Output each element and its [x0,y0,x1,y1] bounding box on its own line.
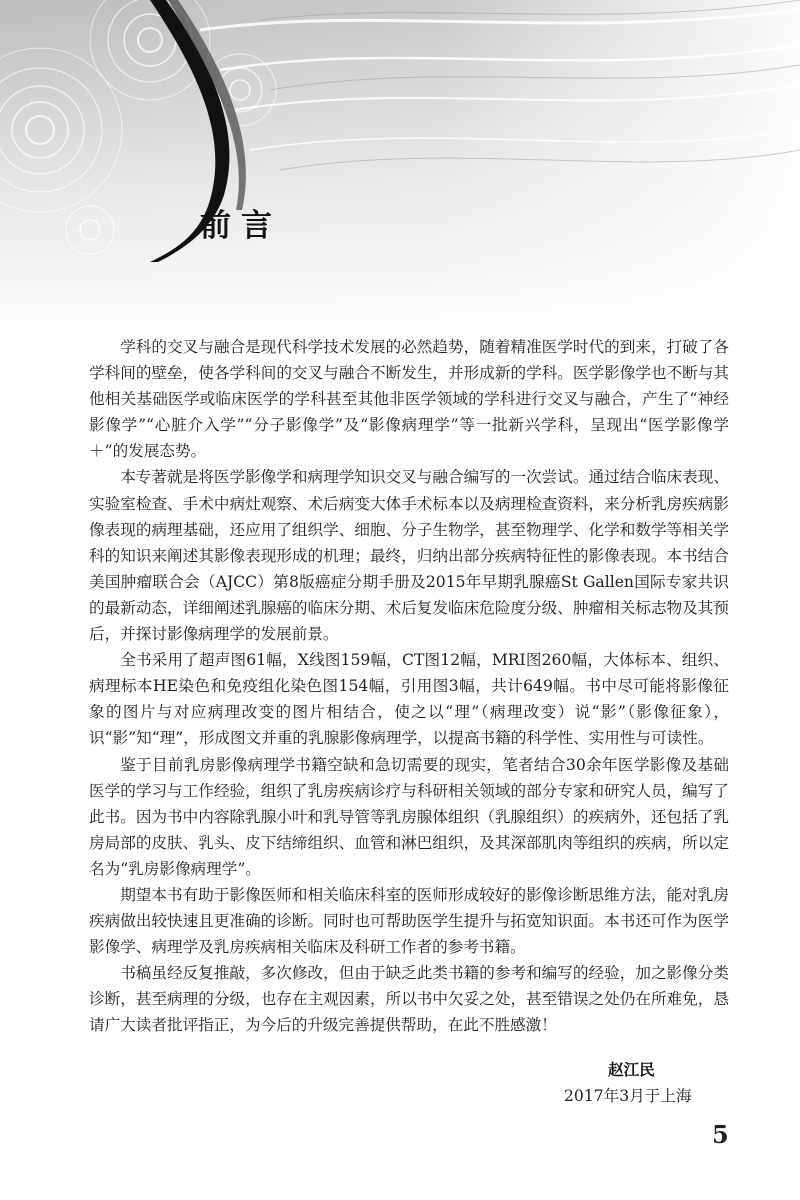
page-number: 5 [712,1120,729,1149]
paragraph: 全书采用了超声图61幅，X线图159幅，CT图12幅，MRI图260幅，大体标本、组织、病理标本HE染色和免疫组化染色图154幅，引用图3幅，共计649幅。书中尽可能将影像征象的图片与对应病理改变的图片相结合，使之以“理”（病理改变）说“影”（影像征象），识“影”知“理”，形成图文并重的乳腺影像病理学，以提高书籍的科学性、实用性与可读性。 [89,651,729,748]
paragraph: 鉴于目前乳房影像病理学书籍空缺和急切需要的现实，笔者结合30余年医学影像及基础医学的学习与工作经验，组织了乳房疾病诊疗与科研相关领域的部分专家和研究人员，编写了此书。因为书中内容除乳腺小叶和乳导管等乳房腺体组织（乳腺组织）的疾病外，还包括了乳房局部的皮肤、乳头、皮下结缔组织、血管和淋巴组织，及其深部肌肉等组织的疾病，所以定名为“乳房影像病理学”。 [89,755,729,878]
signature-date-place: 2017年3月于上海 [564,1087,692,1105]
paragraph: 书稿虽经反复推敲，多次修改，但由于缺乏此类书籍的参考和编写的经验，加之影像分类诊断，甚至病理的分级，也存在主观因素，所以书中欠妥之处，甚至错误之处仍在所难免，恳请广大读者批评指正，为今后的升级完善提供帮助，在此不胜感激！ [89,964,729,1035]
page-title: 前言 [200,208,282,244]
paragraph: 期望本书有助于影像医师和相关临床科室的医师形成较好的影像诊断思维方法，能对乳房疾病做出较快速且更准确的诊断。同时也可帮助医学生提升与拓宽知识面。本书还可作为医学影像学、病理学及乳房疾病相关临床及科研工作者的参考书籍。 [89,885,729,957]
preface-body [89,334,729,1039]
paragraph: 本专著就是将医学影像学和病理学知识交叉与融合编写的一次尝试。通过结合临床表现、实验室检查、手术中病灶观察、术后病变大体手术标本以及病理检查资料，来分析乳房疾病影像表现的病理基础，还应用了组织学、细胞、分子生物学，甚至物理学、化学和数学等相关学科的知识来阐述其影像表现形成的机理；最终，归纳出部分疾病特征性的影像表现。本书结合美国肿瘤联合会（AJCC）第8版癌症分期手册及2015年早期乳腺癌St Gallen国际专家共识的最新动态，详细阐述乳腺癌的临床分期、术后复发临床危险度分级、肿瘤相关标志物及其预后，并探讨影像病理学的发展前景。 [89,468,729,644]
paragraph: 学科的交叉与融合是现代科学技术发展的必然趋势，随着精准医学时代的到来，打破了各学科间的壁垒，使各学科间的交叉与融合不断发生，并形成新的学科。医学影像学也不断与其他相关基础医学或临床医学的学科甚至其他非医学领域的学科进行交叉与融合，产生了“神经影像学”“心脏介入学”“分子影像学”及“影像病理学”等一批新兴学科，呈现出“医学影像学＋”的发展态势。 [89,338,729,461]
decorative-header-graphic [0,0,800,330]
author-signature: 赵江民 [608,1061,655,1079]
